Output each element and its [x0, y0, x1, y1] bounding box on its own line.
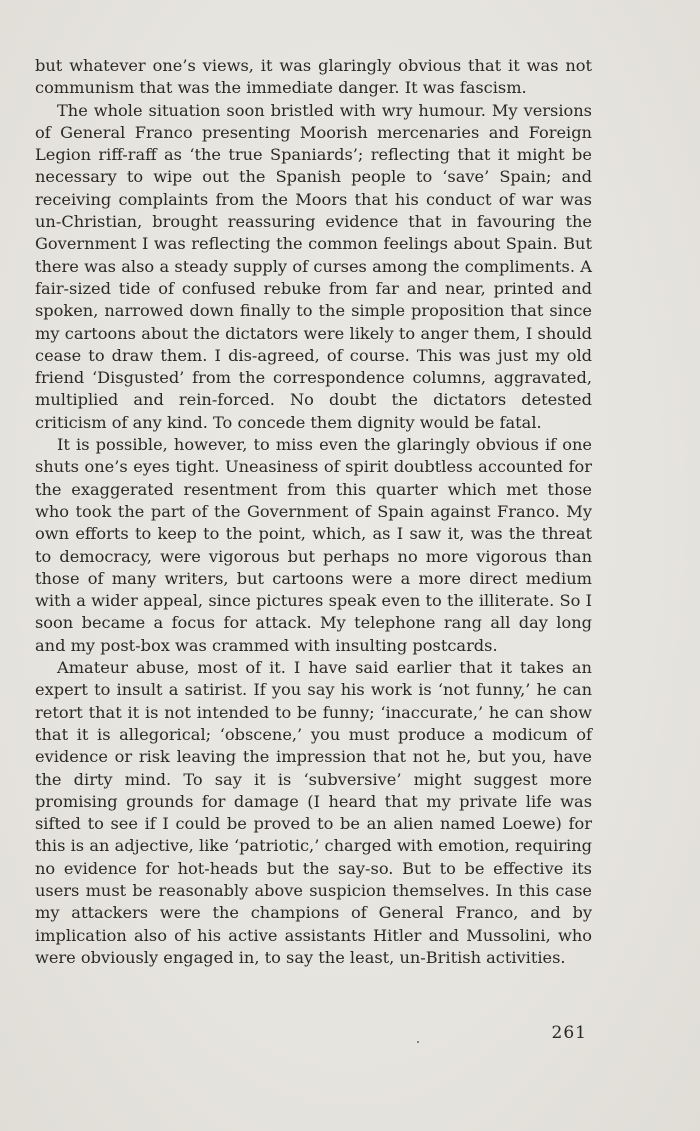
paragraph-3: It is possible, however, to miss even the glaringly obvious if one shuts one’s eyes tight. Uneasiness of spirit doubtless accounted for the exaggerated resentment from this quarter which met those who took the part of the Government of Spain against Franco. My own efforts to keep to the point, which, as I saw it, was the threat to democracy, were vigorous but perhaps no more vigorous than those of many writers, but cartoons were a more direct medium with a wider appeal, since pictures speak even to the illiterate. So I soon became a focus for attack. My telephone rang all day long and my post-box was crammed with insulting postcards. [35, 435, 592, 655]
print-speck [417, 1041, 419, 1043]
paragraph-2: The whole situation soon bristled with wry humour. My versions of General Franco presenting Moorish mercenaries and Foreign Legion riff-raff as ‘the true Spaniards’; reflecting that it might be necessary to wipe out the Spanish people to ‘save’ Spain; and receiving complaints from the Moors that his conduct of war was un-Christian, brought reassuring evidence that in favouring the Government I was reflecting the common feelings about Spain. But there was also a steady supply of curses among the compliments. A fair-sized tide of confused rebuke from far and near, printed and spoken, narrowed down finally to the simple proposition that since my cartoons about the dictators were likely to anger them, I should cease to draw them. I dis-agreed, of course. This was just my old friend ‘Disgusted’ from the correspondence columns, aggravated, multiplied and rein-forced. No doubt the dictators detested criticism of any kind. To concede them dignity would be fatal. [35, 100, 592, 432]
paragraph-4: Amateur abuse, most of it. I have said earlier that it takes an expert to insult a satirist. If you say his work is ‘not funny,’ he can retort that it is not intended to be funny; ‘inaccurate,’ he can show that it is allegorical; ‘obscene,’ you must produce a modicum of evidence or risk leaving the impression that not he, but you, have the dirty mind. To say it is ‘subversive’ might suggest more promising grounds for damage (I heard that my private life was sifted to see if I could be proved to be an alien named Loewe) for this is an adjective, like ‘patriotic,’ charged with emotion, requiring no evidence for hot-heads but the say-so. But to be effective its users must be reasonably above suspicion themselves. In this case my attackers were the champions of General Franco, and by implication also of his active assistants Hitler and Mussolini, who were obviously engaged in, to say the least, un-British activities. [35, 658, 592, 967]
page-number: 261 [551, 1023, 587, 1043]
paragraph-1: but whatever one’s views, it was glaringly obvious that it was not communism that was the immediate danger. It was fascism. [35, 56, 592, 98]
body-text [35, 55, 592, 969]
